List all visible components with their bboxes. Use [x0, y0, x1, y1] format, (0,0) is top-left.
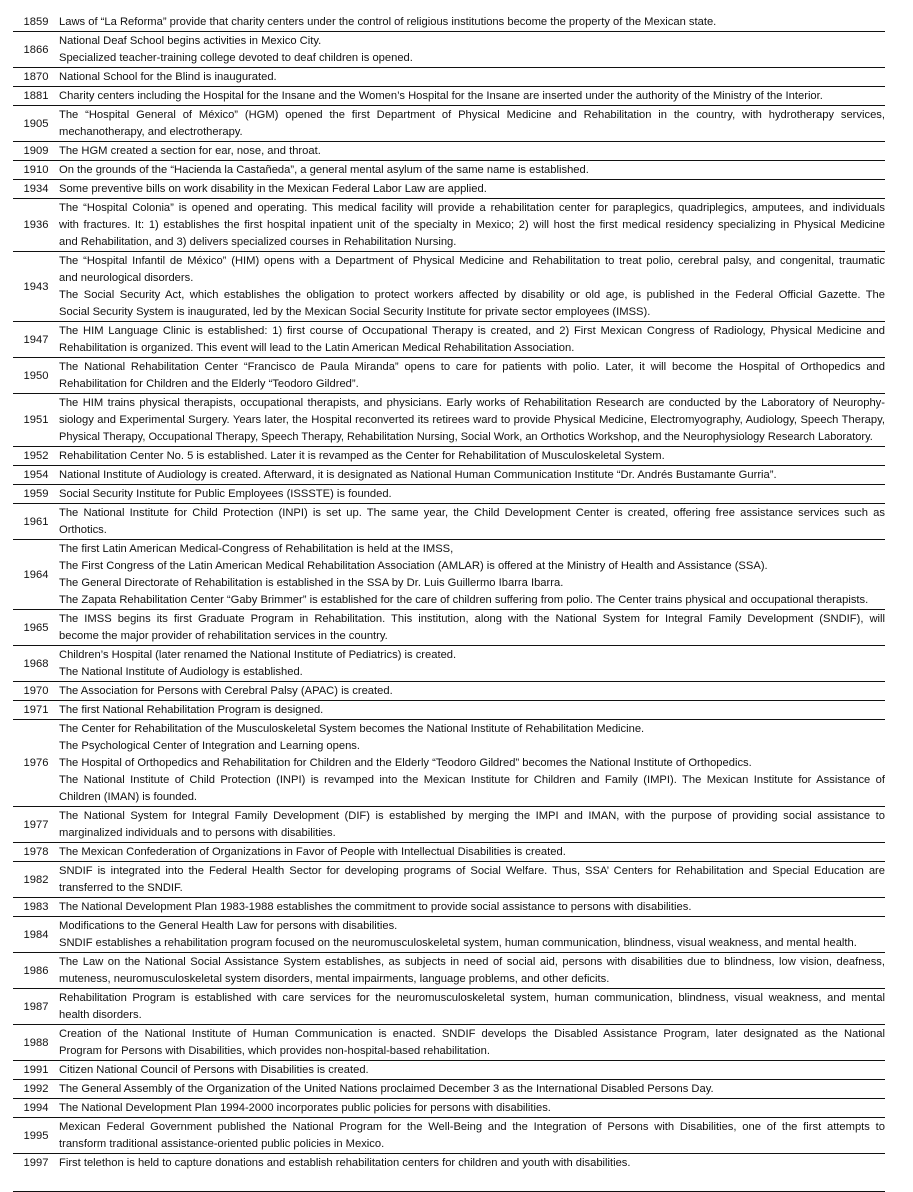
event-cell: [59, 808, 885, 842]
event-cell: [59, 647, 885, 681]
timeline-row: [13, 540, 885, 610]
timeline-row: [13, 720, 885, 807]
timeline-table: [13, 13, 885, 1192]
timeline-row: [13, 466, 885, 485]
year-cell: 1986: [23, 964, 49, 977]
event-text-line: The Law on the National Social Assistance System establishes, as subjects in need of social aid, persons with disabilities due to blindness, low vision, deafness,: [59, 956, 885, 968]
timeline-row: [13, 106, 885, 142]
event-cell: [59, 954, 885, 988]
event-cell: [59, 162, 885, 179]
event-text-line: Citizen National Council of Persons with Disabilities is created.: [59, 1064, 369, 1076]
year-cell: 1950: [23, 369, 49, 382]
event-cell: [59, 844, 885, 861]
year-cell: 1994: [23, 1102, 49, 1114]
timeline-row: [13, 843, 885, 862]
event-text-line: The first Latin American Medical-Congress of Rehabilitation is held at the IMSS,: [59, 543, 454, 555]
event-text-line: marginalized individuals and to persons with disabilities.: [59, 827, 336, 839]
event-text-line: The National Rehabilitation Center “Francisco de Paula Miranda” opens to care for patients with polio. Later, it will become the Hospital of Orthopedics and: [59, 361, 885, 373]
event-cell: [59, 683, 885, 700]
year-cell: 1971: [23, 704, 49, 716]
event-text-line: Rehabilitation is organized. This event will lead to the Latin American Medical Rehabilitation Association.: [59, 342, 575, 354]
timeline-row: [13, 394, 885, 447]
year-cell: 1983: [23, 901, 49, 913]
event-cell: [59, 395, 885, 446]
timeline-row: [13, 1061, 885, 1080]
event-cell: [59, 1100, 885, 1117]
event-text-line: The Mexican Confederation of Organizations in Favor of People with Intellectual Disabilities is created.: [59, 846, 566, 858]
event-text-line: The Association for Persons with Cerebral Palsy (APAC) is created.: [59, 685, 393, 697]
event-cell: [59, 1119, 885, 1153]
event-text-line: The “Hospital Colonia” is opened and operating. This medical facility will provide a rehabilitation center for paraplegics, quadriplegics, amputees, and individuals: [59, 202, 885, 214]
event-text-line: The Social Security Act, which establishes the obligation to protect workers affected by disability or old age, is published in the Federal Official Gazette. The: [59, 289, 885, 301]
event-text-line: The HIM Language Clinic is established: 1) first course of Occupational Therapy is created, and 2) First Mexican Congress of Radiology, Physical Medicine and: [59, 325, 885, 337]
year-cell: 1995: [23, 1129, 49, 1142]
timeline-row: [13, 199, 885, 252]
year-cell: 1968: [23, 657, 49, 670]
timeline-row: [13, 87, 885, 106]
event-cell: [59, 990, 885, 1024]
event-text-line: Program for Persons with Disabilities, which provides non-hospital-based rehabilitation.: [59, 1045, 490, 1057]
event-cell: [59, 69, 885, 86]
timeline-row: [13, 322, 885, 358]
year-cell: 1959: [23, 488, 49, 500]
event-text-line: The First Congress of the Latin American Medical Rehabilitation Association (AMLAR) is offered at the Ministry of Health and Assistance (SSA).: [59, 560, 768, 572]
event-cell: [59, 863, 885, 897]
year-cell: 1943: [23, 280, 49, 293]
year-cell: 1997: [23, 1157, 49, 1169]
event-text-line: SNDIF is integrated into the Federal Health Sector for developing programs of Social Welfare. Thus, SSA’ Centers for Rehabilitation and Special Education are: [59, 865, 885, 877]
year-cell: 1936: [23, 219, 49, 231]
timeline-row: [13, 1099, 885, 1118]
event-cell: [59, 721, 885, 806]
event-cell: [59, 505, 885, 539]
year-cell: 1964: [23, 568, 49, 581]
event-text-line: National Deaf School begins activities in Mexico City.: [59, 35, 322, 47]
event-text-line: with fractures. It: 1) establishes the first hospital inpatient unit of the specialty in Mexico; 2) will host the first medical residency specializing in Physical Medicine: [59, 219, 885, 231]
event-cell: [59, 899, 885, 916]
timeline-row: [13, 807, 885, 843]
timeline-row: [13, 504, 885, 540]
year-cell: 1982: [23, 873, 49, 886]
event-text-line: Modifications to the General Health Law for persons with disabilities.: [59, 920, 398, 932]
event-cell: [59, 467, 885, 484]
timeline-row: [13, 1118, 885, 1154]
event-text-line: The HIM trains physical therapists, occupational therapists, and physicians. Early works of Rehabilitation Research are conducted by the Laboratory of Neurophy-: [59, 397, 885, 409]
event-text-line: Children (IMAN) is founded.: [59, 791, 198, 803]
timeline-row: [13, 953, 885, 989]
event-cell: [59, 181, 885, 198]
year-cell: 1866: [23, 43, 49, 56]
event-cell: [59, 486, 885, 503]
year-cell: 1951: [23, 414, 49, 426]
event-text-line: The “Hospital General of México” (HGM) opened the first Department of Physical Medicine and Rehabilitation in the country, with hydrotherapy services,: [59, 109, 885, 121]
timeline-row: [13, 180, 885, 199]
event-text-line: become the major provider of rehabilitation services in the country.: [59, 630, 388, 642]
event-text-line: On the grounds of the “Hacienda la Castañeda”, a general mental asylum of the same name is established.: [59, 164, 589, 176]
event-cell: [59, 359, 885, 393]
timeline-row: [13, 13, 885, 32]
event-text-line: and neurological disorders.: [59, 272, 194, 284]
event-cell: [59, 1155, 885, 1172]
event-text-line: muteness, neuromusculoskeletal system disorders, mental impairments, language problems, and other deficits.: [59, 973, 610, 985]
event-text-line: Social Security Institute for Public Employees (ISSSTE) is founded.: [59, 488, 392, 500]
event-text-line: The National Institute for Child Protection (INPI) is set up. The same year, the Child Development Center is created, offering free assistance services such as: [59, 507, 885, 519]
year-cell: 1961: [23, 515, 49, 528]
year-cell: 1984: [23, 928, 49, 941]
event-text-line: Rehabilitation for Children and the Elderly “Teodoro Gildred”.: [59, 378, 359, 390]
event-text-line: transferred to the SNDIF.: [59, 882, 183, 894]
year-cell: 1978: [23, 846, 49, 858]
event-text-line: The National Development Plan 1983-1988 establishes the commitment to provide social assistance to persons with disabilities.: [59, 901, 692, 913]
event-cell: [59, 88, 885, 105]
year-cell: 1859: [23, 16, 49, 28]
timeline-row: [13, 610, 885, 646]
event-text-line: Charity centers including the Hospital for the Insane and the Women’s Hospital for the Insane are inserted under the authority of the Ministry of the Interior.: [59, 90, 823, 102]
event-text-line: First telethon is held to capture donations and establish rehabilitation centers for children and youth with disabilities.: [59, 1157, 631, 1169]
event-cell: [59, 611, 885, 645]
year-cell: 1965: [23, 621, 49, 634]
timeline-row: [13, 252, 885, 322]
timeline-row: [13, 1154, 885, 1192]
event-cell: [59, 918, 885, 952]
timeline-row: [13, 142, 885, 161]
timeline-row: [13, 358, 885, 394]
event-text-line: The National System for Integral Family Development (DIF) is established by merging the IMPI and IMAN, with the purpose of providing social assistance to: [59, 810, 885, 822]
event-text-line: Orthotics.: [59, 524, 107, 536]
event-text-line: health disorders.: [59, 1009, 142, 1021]
event-text-line: The Psychological Center of Integration and Learning opens.: [59, 740, 361, 752]
event-text-line: The “Hospital Infantil de México” (HIM) opens with a Department of Physical Medicine and Rehabilitation to treat polio, cerebral palsy, and congenital, traumatic: [59, 255, 885, 267]
event-text-line: mechanotherapy, and electrotherapy.: [59, 126, 243, 138]
event-text-line: Physical Therapy, Occupational Therapy, Speech Therapy, Rehabilitation Nursing, Social Work, an Orthotics Workshop, and the Neurophysiology Research Laboratory.: [59, 431, 873, 443]
event-cell: [59, 1062, 885, 1079]
event-text-line: The Hospital of Orthopedics and Rehabilitation for Children and the Elderly “Teodoro Gildred” becomes the National Institute of Orthopedics.: [59, 757, 752, 769]
year-cell: 1910: [23, 164, 49, 176]
event-text-line: Mexican Federal Government published the National Program for the Well-Being and the Integration of Persons with Disabilities, one of the first attempts to: [59, 1121, 885, 1133]
year-cell: 1970: [23, 685, 49, 697]
event-text-line: Rehabilitation Program is established with care services for the neuromusculoskeletal system, human communication, blindness, visual weakness, and mental: [59, 992, 885, 1004]
event-cell: [59, 200, 885, 251]
event-text-line: transform traditional assistance-oriented public policies in Mexico.: [59, 1138, 385, 1150]
event-text-line: The Zapata Rehabilitation Center “Gaby Brimmer” is established for the care of children suffering from polio. The Center trains physical and occupational therapists.: [59, 594, 869, 606]
timeline-row: [13, 485, 885, 504]
event-text-line: siology and Experimental Surgery. Years later, the Hospital reconverted its retirees ward to provide Physical Medicine, Electromyography, Audiology, Speech Therapy,: [59, 414, 885, 426]
timeline-row: [13, 682, 885, 701]
event-text-line: The HGM created a section for ear, nose, and throat.: [59, 145, 321, 157]
event-text-line: Social Security System is inaugurated, led by the Mexican Social Security Institute for private sector employees (IMSS).: [59, 306, 651, 318]
year-cell: 1991: [23, 1064, 49, 1076]
event-cell: [59, 702, 885, 719]
event-text-line: The General Assembly of the Organization of the United Nations proclaimed December 3 as the International Disabled Persons Day.: [59, 1083, 714, 1095]
event-text-line: SNDIF establishes a rehabilitation program focused on the neuromusculoskeletal system, human communication, blindness, visual weakness, and mental health.: [59, 937, 857, 949]
event-text-line: Creation of the National Institute of Human Communication is enacted. SNDIF develops the Disabled Assistance Program, later designated as the National: [59, 1028, 885, 1040]
event-text-line: and Rehabilitation, and 3) delivers specialized courses in Rehabilitation Nursing.: [59, 236, 457, 248]
year-cell: 1905: [23, 117, 49, 130]
event-cell: [59, 33, 885, 67]
timeline-row: [13, 989, 885, 1025]
timeline-row: [13, 447, 885, 466]
event-text-line: The IMSS begins its first Graduate Program in Rehabilitation. This institution, along with the National System for Integral Family Development (SNDIF), will: [59, 613, 885, 625]
year-cell: 1870: [23, 71, 49, 83]
event-text-line: Rehabilitation Center No. 5 is established. Later it is revamped as the Center for Rehabilitation of Musculoskeletal System.: [59, 450, 665, 462]
timeline-row: [13, 1080, 885, 1099]
event-text-line: The General Directorate of Rehabilitation is established in the SSA by Dr. Luis Guillermo Ibarra Ibarra.: [59, 577, 564, 589]
year-cell: 1947: [23, 333, 49, 346]
year-cell: 1992: [23, 1083, 49, 1095]
timeline-row: [13, 862, 885, 898]
timeline-row: [13, 68, 885, 87]
event-text-line: Children’s Hospital (later renamed the National Institute of Pediatrics) is created.: [59, 649, 457, 661]
event-cell: [59, 1026, 885, 1060]
year-cell: 1977: [23, 818, 49, 831]
event-text-line: National School for the Blind is inaugurated.: [59, 71, 277, 83]
timeline-row: [13, 701, 885, 720]
timeline-row: [13, 32, 885, 68]
event-text-line: The National Development Plan 1994-2000 incorporates public policies for persons with disabilities.: [59, 1102, 551, 1114]
year-cell: 1952: [23, 450, 49, 462]
timeline-row: [13, 917, 885, 953]
event-text-line: The National Institute of Audiology is established.: [59, 666, 303, 678]
event-text-line: Specialized teacher-training college devoted to deaf children is opened.: [59, 52, 413, 64]
event-cell: [59, 448, 885, 465]
year-cell: 1934: [23, 183, 49, 195]
year-cell: 1954: [23, 469, 49, 481]
event-cell: [59, 14, 885, 31]
event-cell: [59, 323, 885, 357]
event-text-line: Some preventive bills on work disability in the Mexican Federal Labor Law are applied.: [59, 183, 487, 195]
event-text-line: The first National Rehabilitation Program is designed.: [59, 704, 324, 716]
timeline-row: [13, 161, 885, 180]
event-cell: [59, 143, 885, 160]
event-cell: [59, 253, 885, 321]
timeline-row: [13, 646, 885, 682]
event-text-line: Laws of “La Reforma” provide that charity centers under the control of religious institutions become the property of the Mexican state.: [59, 16, 717, 28]
event-cell: [59, 107, 885, 141]
event-text-line: The Center for Rehabilitation of the Musculoskeletal System becomes the National Institute of Rehabilitation Medicine.: [59, 723, 645, 735]
timeline-row: [13, 1025, 885, 1061]
year-cell: 1988: [23, 1036, 49, 1049]
year-cell: 1976: [23, 757, 49, 769]
event-text-line: The National Institute of Child Protection (INPI) is revamped into the Mexican Institute for Children and Family (IMPI). The Mexican Institute for Assistance of: [59, 774, 885, 786]
year-cell: 1909: [23, 145, 49, 157]
year-cell: 1987: [23, 1000, 49, 1013]
year-cell: 1881: [23, 90, 49, 102]
timeline-row: [13, 898, 885, 917]
event-cell: [59, 1081, 885, 1098]
event-cell: [59, 541, 885, 609]
event-text-line: National Institute of Audiology is created. Afterward, it is designated as National Human Communication Institute “Dr. Andrés Bustamante Gurria”.: [59, 469, 777, 481]
